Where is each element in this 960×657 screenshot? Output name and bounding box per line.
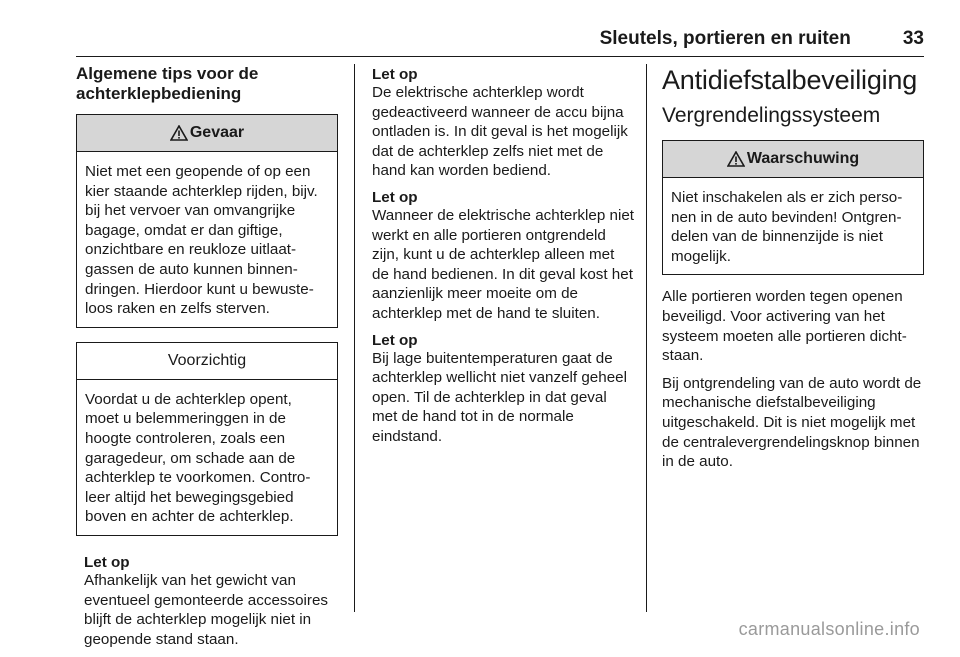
column-3: [662, 64, 924, 480]
column-2: [372, 66, 634, 455]
chapter-heading: Antidiefstalbeveiliging: [662, 65, 918, 95]
section-title: Algemene tips voor de achterklepbediening: [76, 64, 259, 103]
column-divider-1: [354, 64, 355, 612]
column-1: [76, 64, 338, 657]
note-text: De elektrische achterklep wordt gedeactiveerd wanneer de accu bijna ontladen is. In dit geval is het mogelijk dat de achterklep zelfs niet met de hand kan worden bediend.: [372, 84, 628, 180]
note-label: Let op: [84, 553, 130, 571]
warning-triangle-icon: [727, 151, 745, 167]
warning-box: [662, 140, 924, 275]
watermark: carmanualsonline.info: [738, 619, 920, 639]
note-block: [372, 332, 634, 447]
page-header: [600, 28, 924, 50]
warning-box-body: Niet inschakelen als er zich personen in de auto bevinden! Ontgrendelen van de binnenzijde is niet mogelijk.: [671, 189, 903, 265]
note-block: [76, 550, 338, 649]
warning-box-label: Waarschuwing: [746, 150, 860, 167]
page-number: 33: [902, 28, 924, 49]
warning-box-header: [663, 141, 923, 178]
header-title: Sleutels, portieren en ruiten: [599, 28, 851, 49]
note-text: Wanneer de elektrische achterklep niet werkt en alle portieren ontgrendeld zijn, kunt u de achterklep alleen met de hand bedienen. In dit geval kost het aanzienlijk meer moeite om de achterklep met de hand te sluiten.: [372, 206, 634, 322]
danger-box-header: [77, 115, 337, 152]
note-text: Bij lage buitentemperaturen gaat de achterklep wellicht niet vanzelf geheel open. Til de achterklep in dat geval met de hand tot in de normale eindstand.: [372, 349, 627, 445]
danger-box-label: Gevaar: [189, 124, 245, 141]
paragraph: Bij ontgrendeling van de auto wordt de mechanische diefstalbeveiliging uitgeschakeld. Dit is niet mogelijk met de centralevergrendelingsknop binnen in de auto.: [662, 374, 922, 471]
note-text: Afhankelijk van het gewicht van eventueel gemonteerde accessoires blijft de achterklep mogelijk niet in geopende stand staan.: [84, 571, 328, 648]
note-block: [372, 189, 634, 324]
caution-box: [76, 342, 338, 536]
caution-box-body: Voordat u de achterklep opent, moet u belemmeringgen in de hoogte controleren, zoals een garagedeur, om schade aan de achterklep te voorkomen. Controleer altijd het bewegingsgebied boven en achter de achterklep.: [85, 390, 311, 526]
note-block: [372, 66, 634, 181]
section-heading: Vergrendelingssysteem: [662, 104, 881, 127]
danger-box: [76, 114, 338, 328]
note-label: Let op: [372, 188, 418, 206]
header-rule: [76, 56, 924, 57]
note-label: Let op: [372, 331, 418, 349]
caution-box-header: [77, 343, 337, 380]
warning-triangle-icon: [170, 125, 188, 141]
note-label: Let op: [372, 66, 418, 83]
danger-box-body: Niet met een geopende of op een kier staande achterklep rijden, bijv. bij het vervoer van omvangrijke bagage, omdat er dan giftige, onzichtbare en reukloze uitlaatgassen de auto kunnen binnendringen. Hierdoor kunt u bewusteloos raken en zelfs sterven.: [85, 163, 318, 318]
column-divider-2: [646, 64, 647, 612]
paragraph: Alle portieren worden tegen openen beveiligd. Voor activering van het systeem moeten alle portieren dichtstaan.: [662, 288, 907, 365]
caution-box-label: Voorzichtig: [167, 351, 247, 369]
